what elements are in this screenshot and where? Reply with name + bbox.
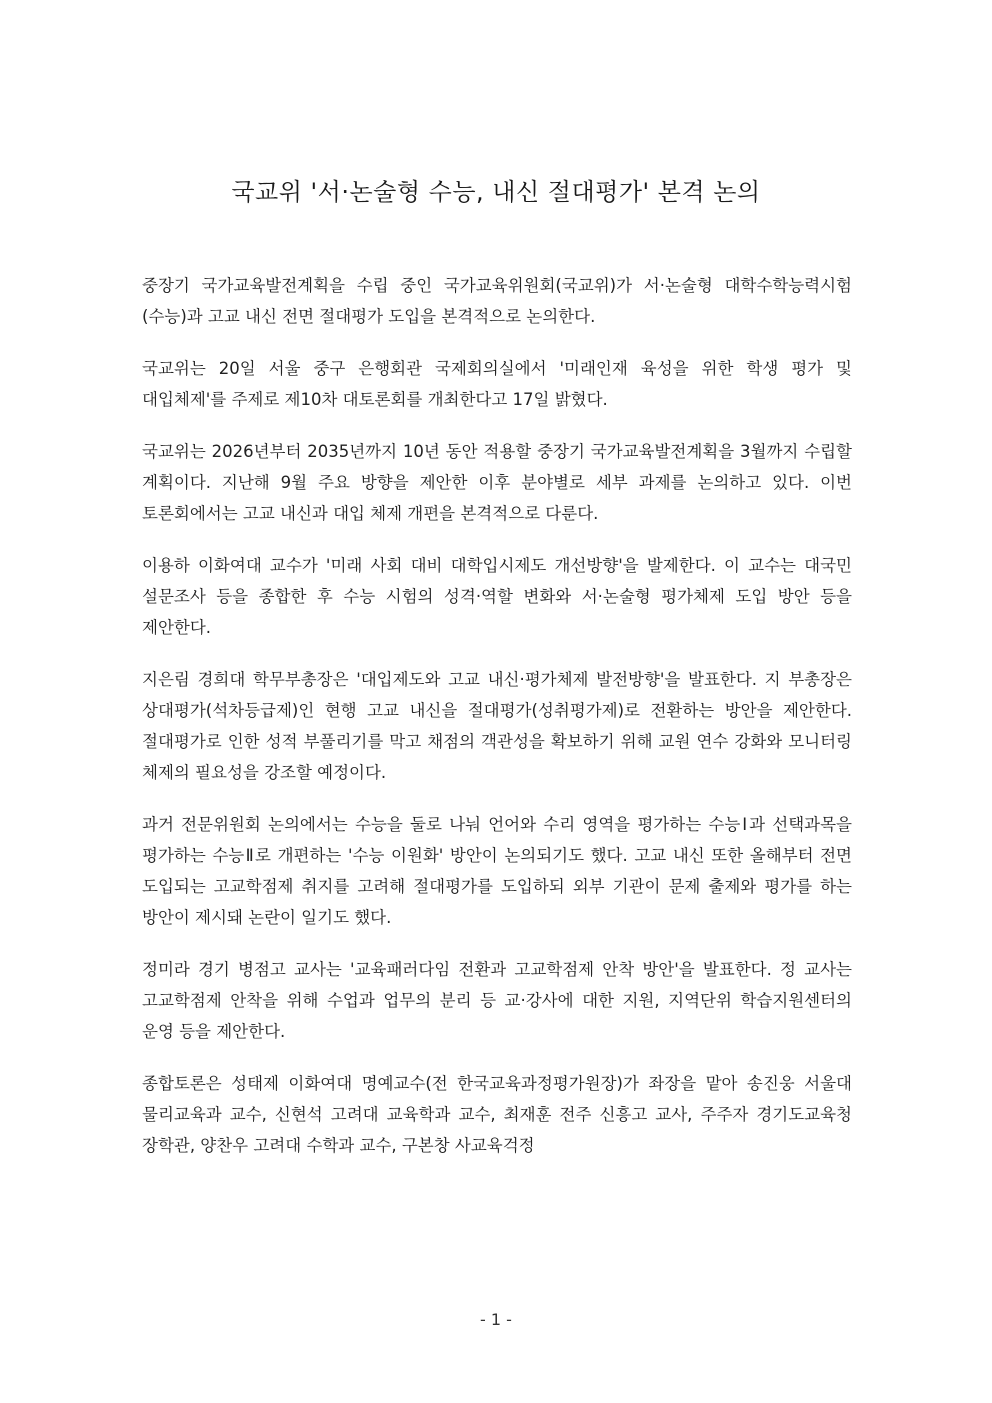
paragraph: 국교위는 20일 서울 중구 은행회관 국제회의실에서 '미래인재 육성을 위한 학생 평가 및 대입체제'를 주제로 제10차 대토론회를 개최한다고 17일 밝혔다.	[142, 359, 852, 409]
paragraph: 과거 전문위원회 논의에서는 수능을 둘로 나눠 언어와 수리 영역을 평가하는 수능Ⅰ과 선택과목을 평가하는 수능Ⅱ로 개편하는 '수능 이원화' 방안이 논의되기도 했다. 고교 내신 또한 올해부터 전면 도입되는 고교학점제 취지를 고려해 절대평가를 도입하되 외부 기관이 문제 출제와 평가를 하는 방안이 제시돼 논란이 일기도 했다.	[142, 815, 852, 927]
paragraph: 중장기 국가교육발전계획을 수립 중인 국가교육위원회(국교위)가 서·논술형 대학수학능력시험(수능)과 고교 내신 전면 절대평가 도입을 본격적으로 논의한다.	[142, 276, 852, 326]
paragraph: 종합토론은 성태제 이화여대 명예교수(전 한국교육과정평가원장)가 좌장을 맡아 송진웅 서울대 물리교육과 교수, 신현석 고려대 교육학과 교수, 최재훈 전주 신흥고 교사, 주주자 경기도교육청 장학관, 양찬우 고려대 수학과 교수, 구본창 사교육걱정	[142, 1074, 852, 1155]
paragraph: 이용하 이화여대 교수가 '미래 사회 대비 대학입시제도 개선방향'을 발제한다. 이 교수는 대국민 설문조사 등을 종합한 후 수능 시험의 성격·역할 변화와 서·논술형 평가체제 도입 방안 등을 제안한다.	[142, 556, 852, 637]
article-title: 국교위 '서·논술형 수능, 내신 절대평가' 본격 논의	[231, 178, 761, 206]
paragraph: 국교위는 2026년부터 2035년까지 10년 동안 적용할 중장기 국가교육발전계획을 3월까지 수립할 계획이다. 지난해 9월 주요 방향을 제안한 이후 분야별로 세부 과제를 논의하고 있다. 이번 토론회에서는 고교 내신과 대입 체제 개편을 본격적으로 다룬다.	[142, 442, 852, 523]
paragraph: 정미라 경기 병점고 교사는 '교육패러다임 전환과 고교학점제 안착 방안'을 발표한다. 정 교사는 고교학점제 안착을 위해 수업과 업무의 분리 등 교·강사에 대한 지원, 지역단위 학습지원센터의 운영 등을 제안한다.	[142, 960, 852, 1041]
paragraph: 지은림 경희대 학무부총장은 '대입제도와 고교 내신·평가체제 발전방향'을 발표한다. 지 부총장은 상대평가(석차등급제)인 현행 고교 내신을 절대평가(성취평가제)로 전환하는 방안을 제안한다. 절대평가로 인한 성적 부풀리기를 막고 채점의 객관성을 확보하기 위해 교원 연수 강화와 모니터링 체제의 필요성을 강조할 예정이다.	[142, 670, 852, 782]
page-number: - 1 -	[480, 1310, 512, 1329]
article-body	[142, 270, 852, 1182]
